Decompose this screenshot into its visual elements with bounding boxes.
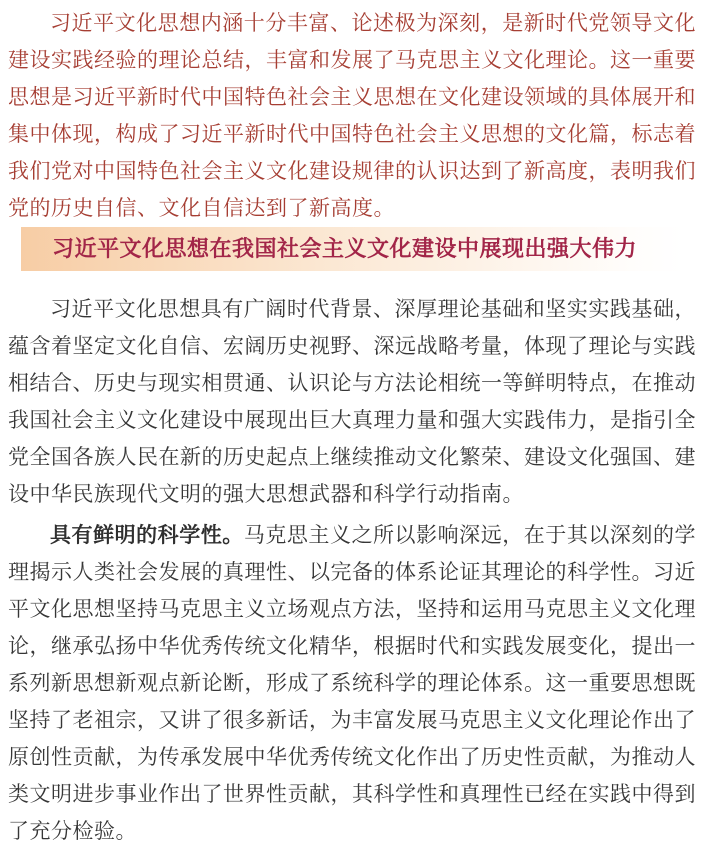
section-heading-banner (21, 227, 684, 271)
body-paragraph-text: 马克思主义之所以影响深远，在于其以深刻的学理揭示人类社会发展的真理性、以完备的体系论证其理论的科学性。习近平文化思想坚持马克思主义立场观点方法，坚持和运用马克思主义文化理论，继承弘扬中华优秀传统文化精华，根据时代和实践发展变化，提出一系列新思想新观点新论断，形成了系统科学的理论体系。这一重要思想既坚持了老祖宗，又讲了很多新话，为丰富发展马克思主义文化理论作出了原创性贡献，为传承发展中华优秀传统文化作出了历史性贡献，为推动人类文明进步事业作出了世界性贡献，其科学性和真理性已经在实践中得到了充分检验。 (8, 524, 697, 843)
body-paragraph (8, 291, 696, 513)
section-heading-title: 习近平文化思想在我国社会主义文化建设中展现出强大伟力 (52, 236, 638, 261)
body-paragraph-text: 习近平文化思想具有广阔时代背景、深厚理论基础和坚实实践基础，蕴含着坚定文化自信、宏阔历史视野、深远战略考量，体现了理论与实践相结合、历史与现实相贯通、认识论与方法论相统一等鲜明特点，在推动我国社会主义文化建设中展现出巨大真理力量和强大实践伟力，是指引全党全国各族人民在新的历史起点上继续推动文化繁荣、建设文化强国、建设中华民族现代文明的强大思想武器和科学行动指南。 (8, 298, 696, 506)
intro-paragraph: 习近平文化思想内涵十分丰富、论述极为深刻，是新时代党领导文化建设实践经验的理论总结，丰富和发展了马克思主义文化理论。这一重要思想是习近平新时代中国特色社会主义思想在文化建设领域的具体展开和集中体现，构成了习近平新时代中国特色社会主义思想的文化篇，标志着我们党对中国特色社会主义文化建设规律的认识达到了新高度，表明我们党的历史自信、文化自信达到了新高度。 (8, 12, 696, 220)
paragraph-lead-bold: 具有鲜明的科学性。 (50, 524, 244, 547)
body-paragraph (8, 517, 696, 850)
